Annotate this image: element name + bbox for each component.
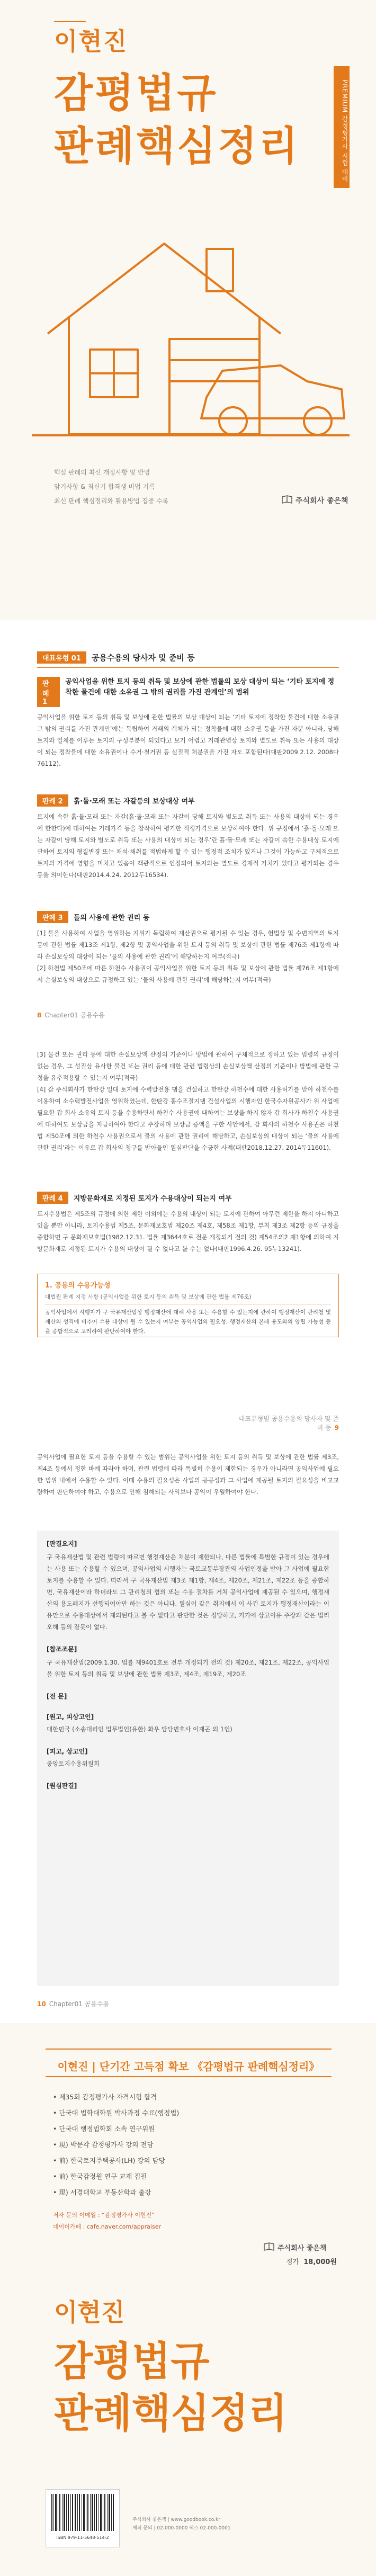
price-value: 18,000원 <box>303 2258 337 2266</box>
cover-publisher: 주식회사 좋은책 <box>296 497 348 505</box>
case-2 <box>37 794 339 881</box>
reference-heading: [참조조문] <box>47 1645 77 1653</box>
section-divider <box>37 667 339 668</box>
case-3 <box>37 911 339 986</box>
case-4-tag: 판례 4 <box>37 1192 68 1204</box>
related-case-box <box>37 1274 339 1337</box>
case-3-tag: 판례 3 <box>37 911 68 923</box>
back-author: 이현진 <box>54 2298 125 2327</box>
publisher-logo-icon <box>282 495 292 504</box>
author-cafe-link[interactable]: 네이버카페 : cafe.naver.com/appraiser <box>53 2223 161 2230</box>
box-subtitle: 대법원 판례 지정 사항 (공익사업을 위한 토지 등의 취득 및 보상에 관한 법률 제76조) <box>45 1294 252 1300</box>
author-credential-2: • 단국대 법학대학원 박사과정 수료(행정법) <box>53 2109 180 2117</box>
cover-feature-2: 암기사항 & 최신기 합격생 비법 기록 <box>54 483 155 490</box>
reference-body: 구 국유재산법(2009.1.30. 법률 제9401호로 전부 개정되기 전의 것) 제20조, 제21조, 제22조, 공익사업을 위한 토지 등의 취득 및 보상에 관한 법률 제3조, 제4조, 제19조, 제20조 <box>47 1659 329 1678</box>
page-number: 8 <box>37 1012 42 1019</box>
author-credential-6: • 前) 한국감정원 연구 교재 집필 <box>53 2172 147 2180</box>
author-credential-4: • 現) 박문각 감정평가사 강의 전담 <box>53 2141 154 2149</box>
back-publisher: 주식회사 좋은책 <box>277 2244 327 2252</box>
case-2-body: 토지에 속한 흙·돌·모래 또는 자갈(흙·돌·모래 또는 자갈이 당해 토지와 별도로 취득 또는 사용의 대상이 되는 경우에 한한다)에 대하여는 거래가격 등을 참작하여 평가한 적정가격으로 보상하여야 한다. 위 규정에서 ‘흙·돌·모래 또는 자갈이 당해 토지와 별도로 취득 또는 사용의 대상이 되는 경우’란 흙·돌·모래 또는 자갈이 속한 수용대상 토지에 관하여 토지의 형질변경 또는 채석·채취를 적법하게 할 수 있는 행정적 조치가 있거나 그것이 가능하고 구체적으로 토지의 가격에 영향을 미치고 있음이 객관적으로 인정되어 토지와는 별도로 경제적 가치가 있다고 평가되는 경우 등을 의미한다(대판2014.4.24. 2012두16534). <box>37 813 339 879</box>
author-credential-7: • 現) 서경대학교 부동산학과 출강 <box>53 2188 151 2196</box>
section-title: 공용수용의 당사자 및 준비 등 <box>91 653 195 663</box>
page-running-head: Chapter01 공용수용 <box>49 2000 110 2008</box>
page-running-head: 대표유형별 공용수용의 당사자 및 준비 등 <box>238 1415 339 1432</box>
cover-title-line2: 판례핵심정리 <box>54 122 300 169</box>
back-slogan-rule <box>46 2076 332 2077</box>
cover-title-line1: 감평법규 <box>54 69 218 117</box>
case-3-body: [1] 물을 사용하여 사업을 영위하는 지위가 독립하여 재산권으로 평가될 수 있는 경우, 헌법상 및 수변지역의 토지 등에 관한 법률 제13조 제1항, 제2항 및 공익사업을 위한 토지 등의 취득 및 보상에 관한 법률 제76조 제1항에 따라 손실보상의 대상이 되는 ‘물의 사용에 관한 권리’에 해당하는지 여부(적극) [2] 하천법 제50조에 따른 하천수 사용권이 공익사업을 위한 토지 등의 취득 및 보상에 관한 법률 제76조 제1항에서 손실보상의 대상으로 규정하고 있는 ‘물의 사용에 관한 권리’에 해당하는지 여부(적극) <box>37 929 339 983</box>
page-folio-8 <box>37 1010 105 1019</box>
cover-vertical-band: PREMIUM 감정평가사 시험 대비 <box>334 66 350 188</box>
judgment-panel <box>37 1531 339 1986</box>
full-text-heading: [전 문] <box>47 1693 67 1700</box>
case-1 <box>37 677 339 770</box>
case-1-tag: 판례 1 <box>37 677 60 707</box>
front-cover <box>0 0 376 620</box>
inner-page-8 <box>0 636 376 1027</box>
price-label: 정가 <box>286 2258 300 2266</box>
case-3-heading: 들의 사용에 관한 권리 등 <box>73 914 150 922</box>
house-car-illustration <box>32 207 350 455</box>
back-cover <box>0 2023 376 2576</box>
author-credential-5: • 前) 한국토지주택공사(LH) 강의 담당 <box>53 2157 165 2164</box>
facts-body: 구 국유재산법 및 관련 법령에 따르면 행정재산은 처분이 제한되나, 다른 법률에 특별한 규정이 있는 경우에는 사용 또는 수용할 수 있으며, 공익사업의 시행자는 국토교통부장관의 사업인정을 받아 그 사업에 필요한 토지를 수용할 수 있다. 따라서 구 국유재산법 제3조 제1항, 제4조, 제20조, 제21조, 제22조 등을 종합하면, 국유재산이라 하더라도 그 관리청의 협의 또는 수용 절차를 거쳐 공익사업에 제공될 수 있으며, 행정재산의 용도폐지가 선행되어야만 하는 것은 아니다. 원심이 같은 취지에서 이 사건 토지가 행정재산이라는 이유만으로 수용대상에서 제외된다고 볼 수 없다고 판단한 것은 정당하고, 거기에 상고이유 주장과 같은 법리오해 등의 잘못이 없다. <box>47 1553 330 1631</box>
box-title: 1. 공용의 수용가능성 <box>45 1282 111 1290</box>
inner-page-10 <box>0 1441 376 2018</box>
page-number: 10 <box>37 2000 46 2008</box>
barcode-icon <box>50 2494 115 2531</box>
case-2-tag: 판례 2 <box>37 794 68 807</box>
cover-author: 이현진 <box>54 27 128 56</box>
plaintiff-heading: [원고, 피상고인] <box>47 1713 94 1721</box>
back-title-line1: 감평법규 <box>54 2338 210 2385</box>
house-walls <box>69 318 259 434</box>
isbn-barcode <box>46 2489 120 2547</box>
isbn-number: ISBN 979-11-5648-514-2 <box>56 2535 109 2540</box>
case-4-body: 토지수용법은 제5조의 규정에 의한 제한 이외에는 수용의 대상이 되는 토지에 관하여 아무런 제한을 하지 아니하고 있을 뿐만 아니라, 토지수용법 제5조, 문화재보호법 제20조 제4호, 제58조 제1항, 부칙 제3조 제2항 등의 규정을 종합하면 구 문화재보호법(1982.12.31. 법률 제3644호로 전문 개정되기 전의 것) 제54조의2 제1항에 의하여 지방문화재로 지정된 토지가 수용의 대상이 될 수 없다고 볼 수는 없다(대판1996.4.26. 95누13241). <box>37 1210 339 1253</box>
case-1-body: 공익사업을 위한 토지 등의 취득 및 보상에 관한 법률의 보상 대상이 되는 ‘기타 토지에 정착한 물건에 대한 소유권 그 밖의 권리를 가진 관계인’에는 독립하여 거래의 객체가 되는 정착물에 대한 소유권 등을 가진 자뿐 아니라, 당해 토지와 일체를 이루는 토지의 구성부분이 되었다고 보기 어렵고 거래관념상 토지와 별도로 취득 또는 사용의 대상이 되는 정착물에 대한 소유권이나 수거·철거권 등 실질적 처분권을 가진 자도 포함된다(대판2009.2.12. 2008다76112). <box>37 713 339 767</box>
cover-feature-1: 핵심 판례의 최신 개정사항 및 반영 <box>54 469 150 476</box>
author-credential-1: • 제35회 감정평가사 자격시험 합격 <box>53 2093 157 2101</box>
facts-heading: [판결요지] <box>47 1540 77 1548</box>
page-running-head: Chapter01 공용수용 <box>44 1012 105 1019</box>
case-1-heading: 공익사업을 위한 토지 등의 취득 및 보상에 관한 법률의 보상 대상이 되는 ‘기타 토지에 정착한 물건에 대한 소유권 그 밖의 권리를 가진 관계인’의 범위 <box>65 678 335 696</box>
car-wheel-front <box>219 407 247 435</box>
page-number: 9 <box>334 1424 339 1432</box>
publisher-info-2: 제작 문의 | 02-000-0000 팩스 02-000-0001 <box>132 2526 231 2531</box>
section-tag: 대표유형 01 <box>37 651 86 664</box>
page-folio-10 <box>37 1999 109 2008</box>
inner-page-9 <box>0 1033 376 1435</box>
page-folio-9 <box>233 1414 339 1432</box>
case-2-heading: 흙·돌·모래 또는 자갈등의 보상대상 여부 <box>73 798 195 806</box>
price-block <box>286 2256 337 2266</box>
back-slogan: 이현진 | 단기간 고득점 확보 《감평법규 판례핵심정리》 <box>57 2060 320 2073</box>
plaintiff-body: 대한민국 (소송대리인 법무법인(유한) 화우 담당변호사 이재곤 외 1인) <box>47 1725 232 1733</box>
box-body: 공익사업에서 시행자가 구 국유재산법상 행정재산에 대해 사용 또는 수용할 수 있는지에 관하여 행정재산이 관리청 및 재산의 성격에 비추어 수용 대상이 될 수 있는지 여부는 공익사업의 필요성, 행정재산의 본래 용도와의 양립 가능성 등을 종합적으로 고려하여 판단하여야 한다. <box>45 1309 331 1335</box>
car-wheel-rear <box>304 407 332 435</box>
back-title-line2: 판례핵심정리 <box>54 2390 288 2437</box>
house-chimney <box>207 249 233 291</box>
author-credential-3: • 단국대 행정법학회 소속 연구위원 <box>53 2125 155 2133</box>
original-judgment-heading: [원심판결] <box>47 1782 77 1790</box>
defendant-body: 중앙토지수용위원회 <box>47 1760 100 1767</box>
defendant-heading: [피고, 상고인] <box>47 1748 88 1755</box>
section-header <box>37 651 195 664</box>
house-roof <box>48 244 281 334</box>
back-top-rule <box>46 2049 332 2050</box>
case-3-continued: [3] 물건 또는 권리 등에 대한 손실보상액 산정의 기준이나 방법에 관하여 구체적으로 정하고 있는 법령의 규정이 없는 경우, 그 성질상 유사한 물건 또는 권리 등에 대한 관련 법령상의 손실보상액 산정의 기준이나 방법에 관한 규정을 유추적용할 수 있는지 여부(적극) [4] 갑 주식회사가 한탄강 일대 토지에 수력발전용 댐을 건설하고 한탄강 하천수에 대한 사용허가를 받아 하천수를 이용하여 소수력발전사업을 영위하였는데, 한탄강 홍수조절지댐 건설사업의 시행자인 한국수자원공사가 위 사업에 필요한 갑 회사 소유의 토지 등을 수용하면서 하천수 사용권에 대하여는 보상을 하지 않자 갑 회사가 하천수 사용권에 대하여도 보상금을 지급하여야 한다고 주장하며 보상금 증액을 구한 사안에서, 갑 회사의 하천수 사용권은 하천법 제50조에 의한 하천수 사용권으로서 물의 사용에 관한 권리에 해당하고, 손실보상의 대상이 되는 ‘물의 사용에 관한 권리’라는 이유로 갑 회사의 청구를 받아들인 원심판단을 수긍한 사례(대판2018.12.27. 2014두11601). <box>37 1051 339 1151</box>
author-email: 저자 문의 이메일 : “감정평가사 이현진” <box>53 2212 155 2219</box>
case-4-heading: 지방문화재로 지정된 토지가 수용대상이 되는지 여부 <box>73 1195 232 1203</box>
cover-feature-3: 최신 판례 핵심정리와 활용방법 집중 수록 <box>54 497 169 505</box>
case-4 <box>37 1192 339 1255</box>
publisher-logo-icon <box>264 2242 274 2251</box>
publisher-info-1: 주식회사 좋은책 | www.goodbook.co.kr <box>132 2517 220 2523</box>
page3-intro: 공익사업에 필요한 토지 등을 수용할 수 있는 범위는 공익사업을 위한 토지 등의 취득 및 보상에 관한 법률 제3조, 제4조 등에서 정한 바에 따라야 하며, 관련 법령에 따라 특별히 수용이 제한되는 경우가 아니라면 공익사업에 필요한 범위 내에서 수용할 수 있다. 이때 수용의 필요성은 사업의 공공성과 그 사업에 제공될 토지의 필요성을 비교교량하여 판단하여야 하고, 수용으로 인해 침해되는 사익보다 공익이 우월하여야 한다. <box>37 1453 339 1496</box>
